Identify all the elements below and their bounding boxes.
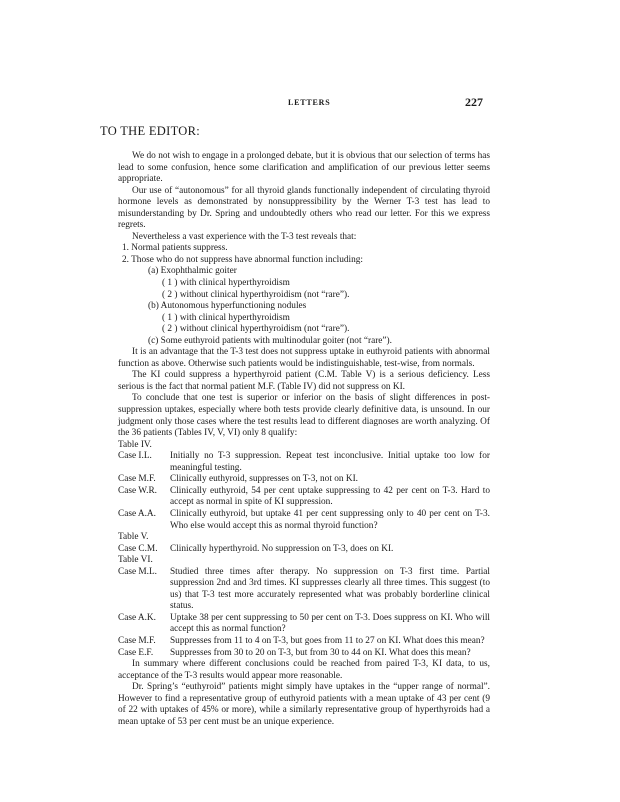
paragraph: The KI could suppress a hyperthyroid patient (C.M. Table V) is a serious deficiency. Less serious is the fact that normal patient M.F. (Table IV) did not suppress on KI.: [118, 370, 490, 392]
table-label: Table VI.: [118, 555, 153, 566]
list-item: ( 1 ) with clinical hyperthyroidism: [162, 312, 290, 323]
paragraph: In summary where different conclusions could be reached from paired T-3, KI data, to us, acceptance of the T-3 results would appear more reasonable.: [118, 659, 490, 681]
running-header: [0, 95, 620, 112]
case-row: [118, 567, 490, 613]
case-row: [118, 474, 490, 486]
paragraph: We do not wish to engage in a prolonged debate, but it is obvious that our selection of terms has lead to some confusion, hence some clarification and amplification of our previous letter seems appropriate.: [118, 151, 490, 185]
list-item: (b) Autonomous hyperfunctioning nodules: [148, 301, 307, 312]
case-id: Case E.F.: [118, 647, 154, 658]
case-row: [118, 509, 490, 532]
case-id: Case I.L.: [118, 451, 152, 462]
page-number: 227: [465, 95, 483, 109]
paragraph: To conclude that one test is superior or inferior on the basis of slight differences in post-suppression uptakes, especially where both tests provide clearly definitive data, is unsound. In our judgment only those cases where the test results lead to different diagnoses are worth analyzing. Of the 36 patients (Tables IV, V, VI) only 8 qualify:: [118, 393, 490, 439]
case-id: Case A.K.: [118, 612, 156, 623]
list-item: 1. Normal patients suppress.: [122, 243, 228, 254]
case-text: Suppresses from 30 to 20 on T-3, but from 30 to 44 on KI. What does this mean?: [170, 647, 471, 658]
case-text: Clinically euthyroid, 54 per cent uptake suppressing to 42 per cent on T-3. Hard to accept as normal in spite of KI suppression.: [170, 485, 490, 508]
table-iv-section: [118, 440, 490, 532]
list-item: ( 2 ) without clinical hyperthyroidism (not “rare”).: [162, 324, 350, 335]
case-row: [118, 636, 490, 648]
paragraph: Dr. Spring’s “euthyroid” patients might simply have uptakes in the “upper range of normal”. However to find a representative group of euthyroid patients with a mean uptake of 43 per cent (9 of 22 with uptakes of 45% or more), while a similarly representative group of hyperthyroids had a mean uptake of 53 per cent must be an unique experience.: [118, 682, 490, 727]
table-label: Table IV.: [118, 439, 152, 450]
case-text: Studied three times after therapy. No suppression on T-3 first time. Partial suppression 2nd and 3rd times. KI suppresses clearly all three times. This suggest (to us) that T-3 test more accurately represented what was probably borderline clinical status.: [170, 566, 490, 612]
list-item: (c) Some euthyroid patients with multinodular goiter (not “rare”).: [148, 335, 392, 346]
case-text: Suppresses from 11 to 4 on T-3, but goes from 11 to 27 on KI. What does this mean?: [170, 635, 485, 646]
paragraph: Our use of “autonomous” for all thyroid glands functionally independent of circulating thyroid hormone levels as demonstrated by nonsuppressibility by the Werner T-3 test has lead to misunderstanding by Dr. Spring and undoubtedly others who read our letter. For this we express regrets.: [118, 185, 490, 231]
list-item: 2. Those who do not suppress have abnormal function including:: [122, 254, 363, 265]
case-text: Uptake 38 per cent suppressing to 50 per cent on T-3. Does suppress on KI. Who will accept this as normal function?: [170, 612, 490, 635]
findings-list: [118, 243, 490, 347]
case-id: Case C.M.: [118, 543, 158, 554]
list-item: ( 1 ) with clinical hyperthyroidism: [162, 278, 290, 289]
case-row: [118, 451, 490, 474]
running-title: LETTERS: [288, 98, 331, 107]
case-row: [118, 486, 490, 509]
list-item: ( 2 ) without clinical hyperthyroidism (not “rare”).: [162, 289, 350, 300]
letter-body: [118, 151, 490, 728]
case-text: Clinically euthyroid, but uptake 41 per cent suppressing only to 40 per cent on T-3. Who else would accept this as normal thyroid function?: [170, 508, 490, 531]
list-item: (a) Exophthalmic goiter: [148, 266, 237, 277]
case-text: Initially no T-3 suppression. Repeat test inconclusive. Initial uptake too low for meaningful testing.: [170, 451, 490, 473]
case-id: Case A.A.: [118, 508, 156, 519]
paragraph: Nevertheless a vast experience with the T-3 test reveals that:: [132, 231, 357, 242]
case-row: [118, 544, 490, 556]
case-text: Clinically hyperthyroid. No suppression on T-3, does on KI.: [170, 543, 394, 554]
case-text: Clinically euthyroid, suppresses on T-3, not on KI.: [170, 474, 358, 485]
table-label: Table V.: [118, 532, 149, 543]
table-v-section: [118, 532, 490, 555]
case-id: Case M.F.: [118, 474, 156, 485]
case-row: [118, 613, 490, 636]
table-vi-section: [118, 555, 490, 659]
paragraph: It is an advantage that the T-3 test does not suppress uptake in euthyroid patients with abnormal function as above. Otherwise such patients would be indistinguishable, test-wise, from normals.: [118, 347, 490, 369]
case-id: Case M.L.: [118, 566, 157, 577]
case-id: Case W.R.: [118, 485, 157, 496]
case-id: Case M.F.: [118, 635, 156, 646]
letter-heading: TO THE EDITOR:: [100, 124, 201, 138]
case-row: [118, 648, 490, 660]
